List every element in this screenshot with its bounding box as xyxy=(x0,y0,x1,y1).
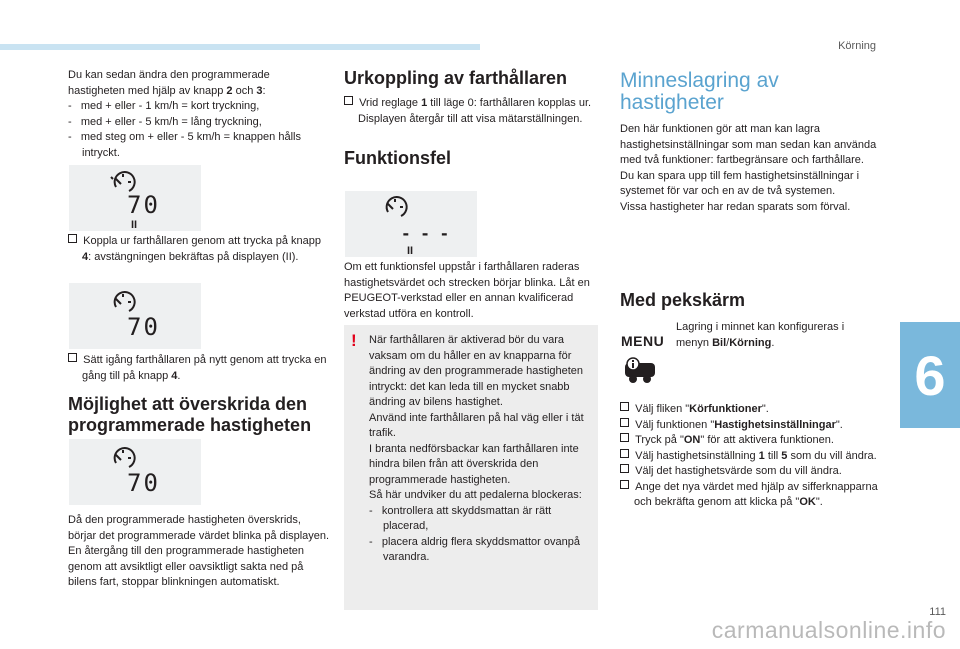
chapter-tab: 6 xyxy=(900,322,960,428)
dash-item: - placera aldrig flera skyddsmattor ovanpå varandra. xyxy=(369,535,580,563)
pause-symbol: II xyxy=(407,245,414,257)
speedometer-icon xyxy=(115,448,135,467)
step-item: Välj det hastighetsvärde som du vill ändra. xyxy=(620,464,882,480)
cluster-display-blinking xyxy=(69,439,201,505)
speedometer-icon xyxy=(115,292,135,311)
watermark: carmanualsonline.info xyxy=(711,617,946,643)
speed-value: 70 xyxy=(127,191,160,219)
header-accent-bar xyxy=(0,44,480,50)
step-item: Ange det nya värdet med hjälp av sifferknapparna och bekräfta genom att klicka på "OK". xyxy=(620,480,882,511)
step-item: Välj hastighetsinställning 1 till 5 som du vill ändra. xyxy=(620,449,882,465)
cluster-display-fault xyxy=(345,191,477,257)
col1-bullet2: Sätt igång farthållaren på nytt genom att trycka en gång till på knapp 4. xyxy=(68,353,328,384)
warning-text: När farthållaren är aktiverad bör du vara vaksam om du håller en av knapparna för ändring av den programmerade hastigheten intryckt: det kan leda till en mycket snabb ändring av bilens hastighet. Använd inte farthållaren på hal väg eller i tät trafik. I branta nedförsbackar kan farthållaren inte hindra bilen från att överskrida den programmerade hastigheten. Så här undviker du att pedalerna blockeras: - kontrollera att skyddsmattan är rätt placerad, - placera aldrig flera skyddsmattor ovanpå varandra. xyxy=(369,333,591,566)
col3-steps xyxy=(620,402,882,511)
col3-intro: Den här funktionen gör att man kan lagra hastighetsinställningar som man sedan kan använda med två funktioner: fartbegränsare och farthållare. Du kan spara upp till fem hastighetsinställningar i systemet för var och en av de två systemen. Vissa hastigheter har redan sparats som förval. xyxy=(620,123,877,213)
dash-item: - med steg om + eller - 5 km/h = knappen hålls intryckt. xyxy=(68,131,301,159)
step-item: Tryck på "ON" för att aktivera funktionen. xyxy=(620,433,882,449)
cluster-display-paused xyxy=(69,165,201,231)
speedometer-icon xyxy=(111,172,135,191)
heading-malfunction: Funktionsfel xyxy=(344,148,451,168)
dashes-display: - - - xyxy=(401,224,450,243)
dash-item: - med + eller - 1 km/h = kort tryckning, xyxy=(68,100,260,112)
col2-bullet1: Vrid reglage 1 till läge 0: farthållaren kopplas ur. Displayen återgår till att visa mätarställningen. xyxy=(344,96,594,127)
heading-speed-memory: Minneslagring av hastigheter xyxy=(620,69,779,114)
pause-symbol: II xyxy=(131,219,138,231)
col1-bullet1: Koppla ur farthållaren genom att trycka på knapp 4: avstängningen bekräftas på displayen (II). xyxy=(68,234,328,265)
col1-outro: Då den programmerade hastigheten överskrids, börjar det programmerade värdet blinka på displayen. En återgång till den programmerade hastigheten genom att avsiktligt eller oavsiktligt sakta ned på bilens fart, stoppar blinkningen automatiskt. xyxy=(68,514,330,588)
speed-value: 70 xyxy=(127,469,160,497)
menu-button-icon: MENU xyxy=(621,333,665,349)
step-item: Välj fliken "Körfunktioner". xyxy=(620,402,882,418)
speedometer-icon xyxy=(387,197,407,216)
warning-icon: ! xyxy=(351,331,357,350)
col1-intro: Du kan sedan ändra den programmerade hastigheten med hjälp av knapp 2 och 3: - med + eller - 1 km/h = kort tryckning, - med + eller - 5 km/h = lång tryckning, - med steg om + eller - 5 km/h = knappen hålls intryckt. xyxy=(68,68,328,161)
speed-value: 70 xyxy=(127,313,160,341)
vehicle-info-icon xyxy=(624,357,656,392)
heading-overspeed: Möjlighet att överskrida den programmerade hastigheten xyxy=(68,394,312,435)
dash-item: - med + eller - 5 km/h = lång tryckning, xyxy=(68,115,262,128)
cluster-display-70 xyxy=(69,283,201,349)
dash-item: - kontrollera att skyddsmattan är rätt placerad, xyxy=(369,504,552,532)
heading-touchscreen: Med pekskärm xyxy=(620,290,746,310)
section-label: Körning xyxy=(838,40,876,52)
menu-text: Lagring i minnet kan konfigureras i menyn Bil/Körning. xyxy=(676,321,845,349)
page-number: 111 xyxy=(929,606,946,618)
step-item: Välj funktionen "Hastighetsinställningar". xyxy=(620,418,882,434)
col2-para: Om ett funktionsfel uppstår i farthållaren raderas hastighetsvärdet och strecken börjar blinka. Låt en PEUGEOT-verkstad eller en annan kvalificerad verkstad utföra en kontroll. xyxy=(344,261,590,320)
heading-disengage: Urkoppling av farthållaren xyxy=(344,68,568,88)
